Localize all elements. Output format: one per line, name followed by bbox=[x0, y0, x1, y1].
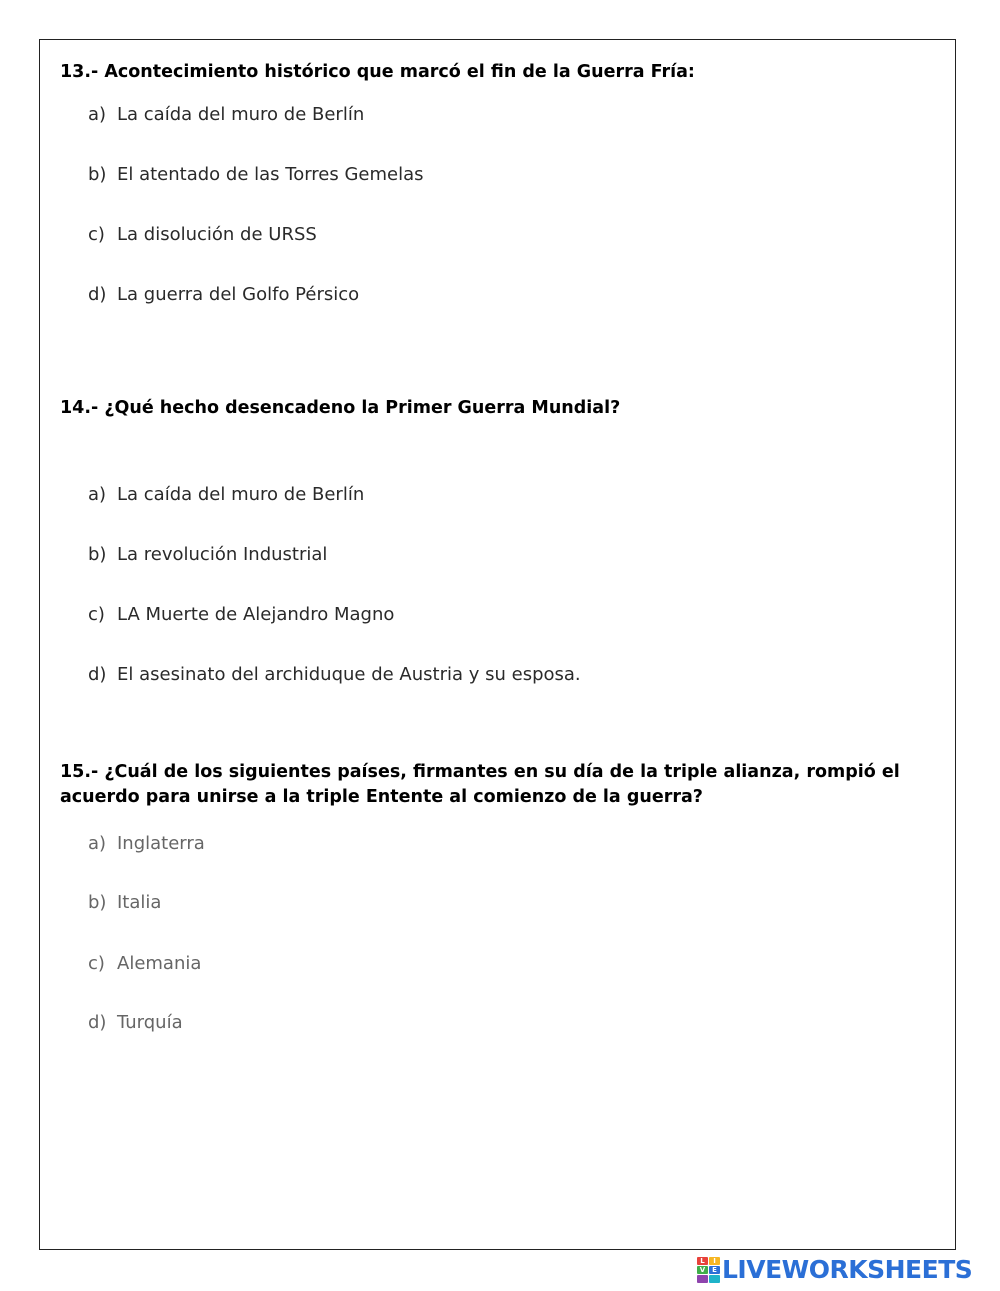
question-14-option-b[interactable] bbox=[88, 543, 327, 567]
option-text: La caída del muro de Berlín bbox=[117, 104, 365, 125]
liveworksheets-logo bbox=[697, 1255, 972, 1285]
option-letter: b) bbox=[88, 164, 107, 185]
option-text: La guerra del Golfo Pérsico bbox=[117, 284, 360, 305]
logo-tile-e: E bbox=[709, 1266, 720, 1274]
option-text: Inglaterra bbox=[117, 833, 205, 854]
option-letter: c) bbox=[88, 953, 105, 974]
liveworksheets-logo-icon bbox=[697, 1257, 720, 1283]
option-text: LA Muerte de Alejandro Magno bbox=[117, 604, 395, 625]
option-text: La caída del muro de Berlín bbox=[117, 484, 365, 505]
option-text: Italia bbox=[117, 892, 162, 913]
question-14-title: 14.- ¿Qué hecho desencadeno la Primer Guerra Mundial? bbox=[60, 398, 621, 418]
question-15-option-b[interactable] bbox=[88, 891, 161, 915]
logo-tile-5 bbox=[697, 1275, 708, 1283]
worksheet-page bbox=[39, 39, 956, 1250]
question-15-option-a[interactable] bbox=[88, 832, 205, 856]
option-letter: d) bbox=[88, 1012, 107, 1033]
option-text: La revolución Industrial bbox=[117, 544, 328, 565]
logo-tile-l: L bbox=[697, 1257, 708, 1265]
question-14-option-a[interactable] bbox=[88, 483, 364, 507]
option-text: Alemania bbox=[117, 953, 202, 974]
question-14-option-c[interactable] bbox=[88, 603, 394, 627]
option-letter: b) bbox=[88, 892, 107, 913]
option-letter: a) bbox=[88, 104, 107, 125]
question-13-title: 13.- Acontecimiento histórico que marcó el fin de la Guerra Fría: bbox=[60, 62, 695, 82]
option-letter: a) bbox=[88, 484, 107, 505]
question-13-option-c[interactable] bbox=[88, 223, 317, 247]
liveworksheets-wordmark: LIVEWORKSHEETS bbox=[722, 1255, 973, 1284]
question-14-option-d[interactable] bbox=[88, 663, 581, 687]
question-15-option-c[interactable] bbox=[88, 952, 201, 976]
question-15-title: 15.- ¿Cuál de los siguientes países, firmantes en su día de la triple alianza, rompió el acuerdo para unirse a la triple Entente al comienzo de la guerra? bbox=[60, 762, 900, 807]
option-letter: d) bbox=[88, 664, 107, 685]
option-text: El atentado de las Torres Gemelas bbox=[117, 164, 424, 185]
logo-tile-6 bbox=[709, 1275, 720, 1283]
question-13-option-a[interactable] bbox=[88, 103, 364, 127]
option-text: El asesinato del archiduque de Austria y su esposa. bbox=[117, 664, 581, 685]
option-letter: b) bbox=[88, 544, 107, 565]
option-text: La disolución de URSS bbox=[117, 224, 317, 245]
option-letter: a) bbox=[88, 833, 107, 854]
option-letter: c) bbox=[88, 604, 105, 625]
question-13-option-b[interactable] bbox=[88, 163, 424, 187]
question-13-option-d[interactable] bbox=[88, 283, 359, 307]
option-letter: c) bbox=[88, 224, 105, 245]
logo-tile-i: I bbox=[709, 1257, 720, 1265]
option-text: Turquía bbox=[117, 1012, 183, 1033]
option-letter: d) bbox=[88, 284, 107, 305]
question-15-option-d[interactable] bbox=[88, 1011, 183, 1035]
logo-tile-v: V bbox=[697, 1266, 708, 1274]
